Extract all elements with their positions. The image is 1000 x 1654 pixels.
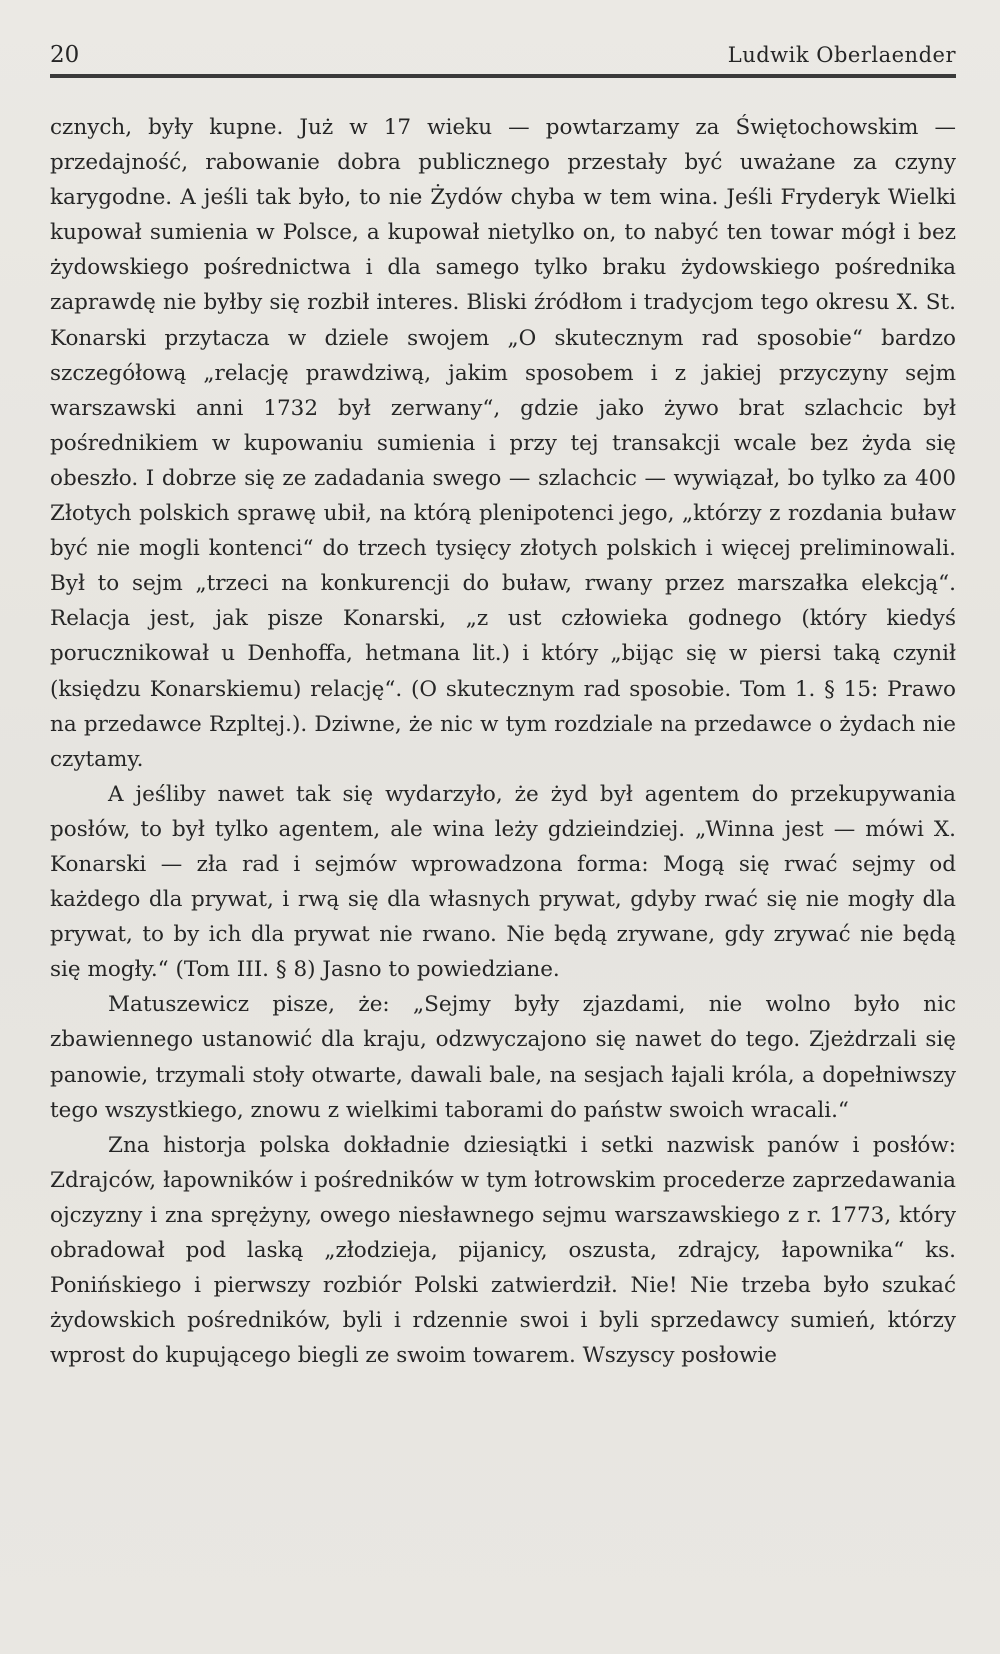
paragraph-2: A jeśliby nawet tak się wydarzyło, że żyd był agentem do przekupywania posłów, to był tylko agentem, ale wina leży gdzieindziej. „Winna jest — mówi X. Konarski — zła rad i sejmów wprowadzona forma: Mogą się rwać sejmy od każdego dla prywat, i rwą się dla własnych prywat, gdyby rwać się nie mogły dla prywat, to by ich dla prywat nie rwano. Nie będą zrywane, gdy zrywać nie będą się mogły.“ (Tom III. § 8) Jasno to powiedziane.: [50, 781, 956, 983]
paragraph-1: cznych, były kupne. Już w 17 wieku — powtarzamy za Świętochowskim — przedajność, rabowanie dobra publicznego przestały być uważane za czyny karygodne. A jeśli tak było, to nie Żydów chyba w tem wina. Jeśli Fryderyk Wielki kupował sumienia w Polsce, a kupował nietylko on, to nabyć ten towar mógł i bez żydowskiego pośrednictwa i dla samego tylko braku żydowskiego pośrednika zaprawdę nie byłby się rozbił interes. Bliski źródłom i tradycjom tego okresu X. St. Konarski przytacza w dziele swojem „O skutecznym rad sposobie“ bardzo szczegółową „relację prawdziwą, jakim sposobem i z jakiej przyczyny sejm warszawski anni 1732 był zerwany“, gdzie jako żywo brat szlachcic był pośrednikiem w kupowaniu sumienia i przy tej transakcji wcale bez żyda się obeszło. I dobrze się ze zadadania swego — szlachcic — wywiązał, bo tylko za 400 Złotych polskich sprawę ubił, na którą plenipotenci jego, „którzy z rozdania buław być nie mogli kontenci“ do trzech tysięcy złotych polskich i więcej preliminowali. Był to sejm „trzeci na konkurencji do buław, rwany przez marszałka elekcją“. Relacja jest, jak pisze Konarski, „z ust człowieka godnego (który kiedyś porucznikował u Denhoffa, hetmana lit.) i który „bijąc się w piersi taką czynił (księdzu Konarskiemu) relację“. (O skutecznym rad sposobie. Tom 1. § 15: Prawo na przedawce Rzpltej.). Dziwne, że nic w tym rozdziale na przedawce o żydach nie czytamy.: [50, 115, 956, 772]
page-number: 20: [50, 42, 80, 68]
page-header: [50, 40, 956, 70]
paragraph-3: Matuszewicz pisze, że: „Sejmy były zjazdami, nie wolno było nic zbawiennego ustanowić dla kraju, odzwyczajono się nawet do tego. Zjeżdrzali się panowie, trzymali stoły otwarte, dawali bale, na sesjach łajali króla, a dopełniwszy tego wszystkiego, znowu z wielkimi taborami do państw swoich wracali.“: [50, 992, 956, 1123]
paragraph-4: Zna historja polska dokładnie dziesiątki i setki nazwisk panów i posłów: Zdrajców, łapowników i pośredników w tym łotrowskim procederze zaprzedawania ojczyzny i zna sprężyny, owego niesławnego sejmu warszawskiego z r. 1773, który obradował pod laską „złodzieja, pijanicy, oszusta, zdrajcy, łapownika“ ks. Ponińskiego i pierwszy rozbiór Polski zatwierdził. Nie! Nie trzeba było szukać żydowskich pośredników, byli i rdzennie swoi i byli sprzedawcy sumień, którzy wprost do kupującego biegli ze swoim towarem. Wszyscy posłowie: [50, 1132, 956, 1369]
header-rule: [50, 74, 956, 78]
body-text: [50, 110, 956, 1373]
running-head: Ludwik Oberlaender: [727, 43, 956, 67]
